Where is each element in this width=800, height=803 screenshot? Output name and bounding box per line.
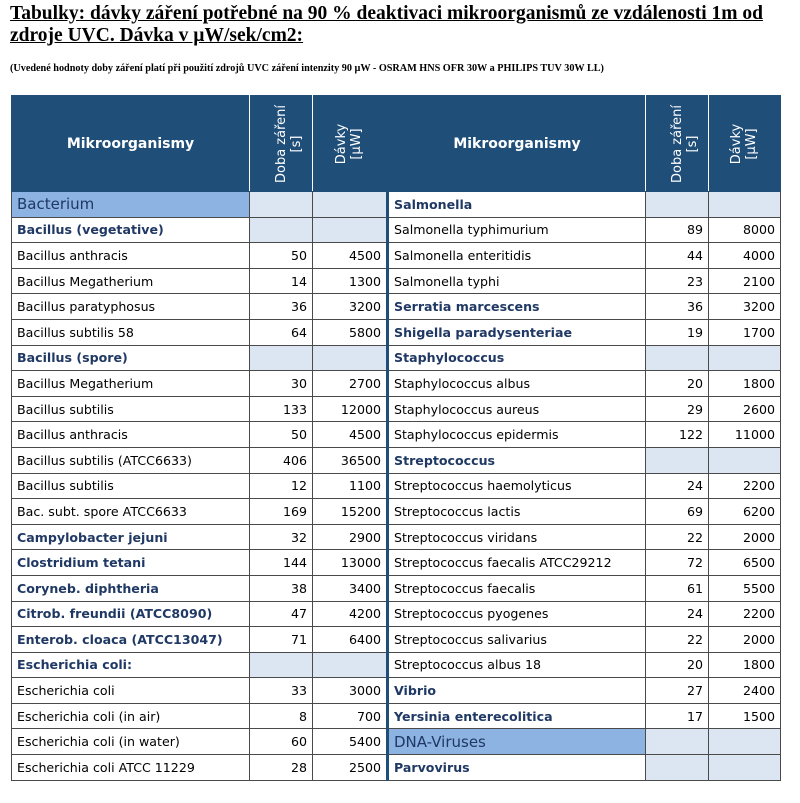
table-row	[12, 396, 781, 422]
left-organism-cell: Campylobacter jejuni	[12, 524, 250, 550]
table-row	[12, 294, 781, 320]
right-dose-cell: 1800	[709, 652, 781, 678]
table-row	[12, 319, 781, 345]
right-organism-cell: Parvovirus	[388, 755, 646, 781]
document-title: Tabulky: dávky záření potřebné na 90 % deaktivaci mikroorganismů ze vzdálenosti 1m od zdroje UVC. Dávka v µW/sek/cm2:	[10, 3, 763, 46]
right-dose-cell	[709, 192, 781, 218]
left-organism-cell: Bacillus Megatherium	[12, 371, 250, 397]
table-row	[12, 473, 781, 499]
left-time-cell: 50	[250, 243, 313, 269]
right-organism-cell: Streptococcus faecalis ATCC29212	[388, 550, 646, 576]
left-time-cell: 47	[250, 601, 313, 627]
table-row	[12, 345, 781, 371]
table-row	[12, 268, 781, 294]
left-time-cell: 71	[250, 627, 313, 653]
left-organism-cell: Bacillus subtilis 58	[12, 319, 250, 345]
left-organism-cell: Bacillus subtilis	[12, 473, 250, 499]
right-organism-cell: Salmonella typhimurium	[388, 217, 646, 243]
table-row	[12, 652, 781, 678]
right-organism-cell: DNA-Viruses	[388, 729, 646, 755]
right-time-cell	[646, 345, 709, 371]
left-dose-cell: 4500	[313, 243, 388, 269]
table-row	[12, 499, 781, 525]
left-dose-cell	[313, 192, 388, 218]
left-organism-cell: Bacterium	[12, 192, 250, 218]
right-dose-cell	[709, 345, 781, 371]
right-time-cell: 122	[646, 422, 709, 448]
left-dose-cell: 13000	[313, 550, 388, 576]
left-time-cell: 32	[250, 524, 313, 550]
right-dose-cell: 3200	[709, 294, 781, 320]
table-row	[12, 627, 781, 653]
right-organism-cell: Streptococcus salivarius	[388, 627, 646, 653]
left-organism-cell: Escherichia coli:	[12, 652, 250, 678]
left-time-cell	[250, 217, 313, 243]
table-row	[12, 678, 781, 704]
left-dose-cell	[313, 652, 388, 678]
right-time-cell	[646, 755, 709, 781]
left-dose-cell	[313, 217, 388, 243]
table-row	[12, 243, 781, 269]
left-time-cell	[250, 652, 313, 678]
right-time-cell	[646, 192, 709, 218]
table-row	[12, 524, 781, 550]
left-organism-cell: Bacillus anthracis	[12, 422, 250, 448]
right-time-cell	[646, 729, 709, 755]
right-dose-cell: 4000	[709, 243, 781, 269]
left-organism-cell: Bacillus (vegetative)	[12, 217, 250, 243]
right-dose-cell: 8000	[709, 217, 781, 243]
right-dose-cell: 2200	[709, 473, 781, 499]
left-time-cell: 64	[250, 319, 313, 345]
table-row	[12, 703, 781, 729]
right-time-cell: 22	[646, 524, 709, 550]
left-organism-cell: Bacillus paratyphosus	[12, 294, 250, 320]
right-time-cell: 24	[646, 473, 709, 499]
left-time-cell	[250, 345, 313, 371]
right-organism-cell: Staphylococcus epidermis	[388, 422, 646, 448]
left-organism-cell: Clostridium tetani	[12, 550, 250, 576]
right-time-header: Doba záření [s]	[646, 96, 709, 192]
right-organism-cell: Streptococcus viridans	[388, 524, 646, 550]
table-row	[12, 729, 781, 755]
uv-dose-table	[11, 95, 781, 781]
right-dose-cell: 2400	[709, 678, 781, 704]
left-dose-header: Dávky [µW]	[313, 96, 388, 192]
left-time-cell: 14	[250, 268, 313, 294]
right-time-cell: 72	[646, 550, 709, 576]
right-organism-cell: Shigella paradysenteriae	[388, 319, 646, 345]
left-dose-cell: 3000	[313, 678, 388, 704]
right-dose-cell: 5500	[709, 575, 781, 601]
left-dose-cell: 4500	[313, 422, 388, 448]
left-dose-cell: 1100	[313, 473, 388, 499]
right-dose-cell	[709, 447, 781, 473]
left-organism-cell: Bac. subt. spore ATCC6633	[12, 499, 250, 525]
right-dose-cell	[709, 755, 781, 781]
table-row	[12, 601, 781, 627]
left-time-cell: 30	[250, 371, 313, 397]
table-row	[12, 755, 781, 781]
left-dose-cell: 700	[313, 703, 388, 729]
right-time-cell: 20	[646, 652, 709, 678]
right-organism-cell: Streptococcus albus 18	[388, 652, 646, 678]
right-organism-cell: Streptococcus pyogenes	[388, 601, 646, 627]
table-header-row	[12, 96, 781, 192]
left-time-cell: 28	[250, 755, 313, 781]
left-dose-cell: 6400	[313, 627, 388, 653]
left-dose-cell: 12000	[313, 396, 388, 422]
right-organism-header: Mikroorganismy	[388, 96, 646, 192]
left-dose-cell: 15200	[313, 499, 388, 525]
left-time-cell: 33	[250, 678, 313, 704]
right-organism-cell: Vibrio	[388, 678, 646, 704]
right-time-cell: 44	[646, 243, 709, 269]
right-organism-cell: Staphylococcus	[388, 345, 646, 371]
table-row	[12, 422, 781, 448]
left-organism-cell: Coryneb. diphtheria	[12, 575, 250, 601]
left-organism-cell: Bacillus Megatherium	[12, 268, 250, 294]
table-row	[12, 447, 781, 473]
left-dose-cell	[313, 345, 388, 371]
right-dose-cell: 6500	[709, 550, 781, 576]
document-subtitle: (Uvedené hodnoty doby záření platí při použití zdrojů UVC záření intenzity 90 µW - OSRAM HNS OFR 30W a PHILIPS TUV 30W LL)	[10, 63, 604, 74]
table-row	[12, 192, 781, 218]
left-organism-header: Mikroorganismy	[12, 96, 250, 192]
table-row	[12, 217, 781, 243]
right-organism-cell: Staphylococcus albus	[388, 371, 646, 397]
right-dose-cell: 11000	[709, 422, 781, 448]
left-dose-cell: 2700	[313, 371, 388, 397]
left-dose-cell: 3400	[313, 575, 388, 601]
left-time-cell: 406	[250, 447, 313, 473]
left-organism-cell: Bacillus (spore)	[12, 345, 250, 371]
right-dose-cell: 2600	[709, 396, 781, 422]
left-organism-cell: Escherichia coli (in air)	[12, 703, 250, 729]
left-organism-cell: Bacillus anthracis	[12, 243, 250, 269]
left-time-cell: 38	[250, 575, 313, 601]
right-dose-cell	[709, 729, 781, 755]
left-time-cell: 8	[250, 703, 313, 729]
left-dose-cell: 3200	[313, 294, 388, 320]
left-organism-cell: Escherichia coli	[12, 678, 250, 704]
left-dose-cell: 2500	[313, 755, 388, 781]
right-organism-cell: Yersinia enterecolitica	[388, 703, 646, 729]
left-dose-cell: 5400	[313, 729, 388, 755]
right-time-cell: 36	[646, 294, 709, 320]
right-dose-cell: 2100	[709, 268, 781, 294]
right-dose-cell: 1800	[709, 371, 781, 397]
left-organism-cell: Bacillus subtilis (ATCC6633)	[12, 447, 250, 473]
right-time-cell: 29	[646, 396, 709, 422]
left-time-cell	[250, 192, 313, 218]
left-organism-cell: Escherichia coli ATCC 11229	[12, 755, 250, 781]
right-organism-cell: Salmonella	[388, 192, 646, 218]
left-dose-cell: 36500	[313, 447, 388, 473]
left-time-header: Doba záření [s]	[250, 96, 313, 192]
right-time-cell: 19	[646, 319, 709, 345]
left-organism-cell: Enterob. cloaca (ATCC13047)	[12, 627, 250, 653]
right-dose-header: Dávky [µW]	[709, 96, 781, 192]
right-time-cell: 24	[646, 601, 709, 627]
left-organism-cell: Bacillus subtilis	[12, 396, 250, 422]
right-time-cell: 61	[646, 575, 709, 601]
left-dose-cell: 1300	[313, 268, 388, 294]
right-time-cell: 23	[646, 268, 709, 294]
right-dose-cell: 2000	[709, 627, 781, 653]
right-organism-cell: Salmonella enteritidis	[388, 243, 646, 269]
right-organism-cell: Staphylococcus aureus	[388, 396, 646, 422]
left-organism-cell: Escherichia coli (in water)	[12, 729, 250, 755]
left-dose-cell: 2900	[313, 524, 388, 550]
right-time-cell: 22	[646, 627, 709, 653]
right-organism-cell: Salmonella typhi	[388, 268, 646, 294]
left-dose-cell: 5800	[313, 319, 388, 345]
left-time-cell: 133	[250, 396, 313, 422]
right-organism-cell: Serratia marcescens	[388, 294, 646, 320]
right-dose-cell: 1500	[709, 703, 781, 729]
right-dose-cell: 2200	[709, 601, 781, 627]
right-organism-cell: Streptococcus faecalis	[388, 575, 646, 601]
right-time-cell: 17	[646, 703, 709, 729]
right-time-cell	[646, 447, 709, 473]
right-time-cell: 20	[646, 371, 709, 397]
right-organism-cell: Streptococcus	[388, 447, 646, 473]
left-organism-cell: Citrob. freundii (ATCC8090)	[12, 601, 250, 627]
table-row	[12, 575, 781, 601]
left-time-cell: 60	[250, 729, 313, 755]
right-organism-cell: Streptococcus haemolyticus	[388, 473, 646, 499]
left-time-cell: 36	[250, 294, 313, 320]
left-time-cell: 144	[250, 550, 313, 576]
right-time-cell: 69	[646, 499, 709, 525]
right-dose-cell: 1700	[709, 319, 781, 345]
table-row	[12, 371, 781, 397]
left-time-cell: 12	[250, 473, 313, 499]
left-time-cell: 169	[250, 499, 313, 525]
right-dose-cell: 6200	[709, 499, 781, 525]
left-time-cell: 50	[250, 422, 313, 448]
right-time-cell: 89	[646, 217, 709, 243]
table-row	[12, 550, 781, 576]
left-dose-cell: 4200	[313, 601, 388, 627]
right-time-cell: 27	[646, 678, 709, 704]
right-dose-cell: 2000	[709, 524, 781, 550]
right-organism-cell: Streptococcus lactis	[388, 499, 646, 525]
